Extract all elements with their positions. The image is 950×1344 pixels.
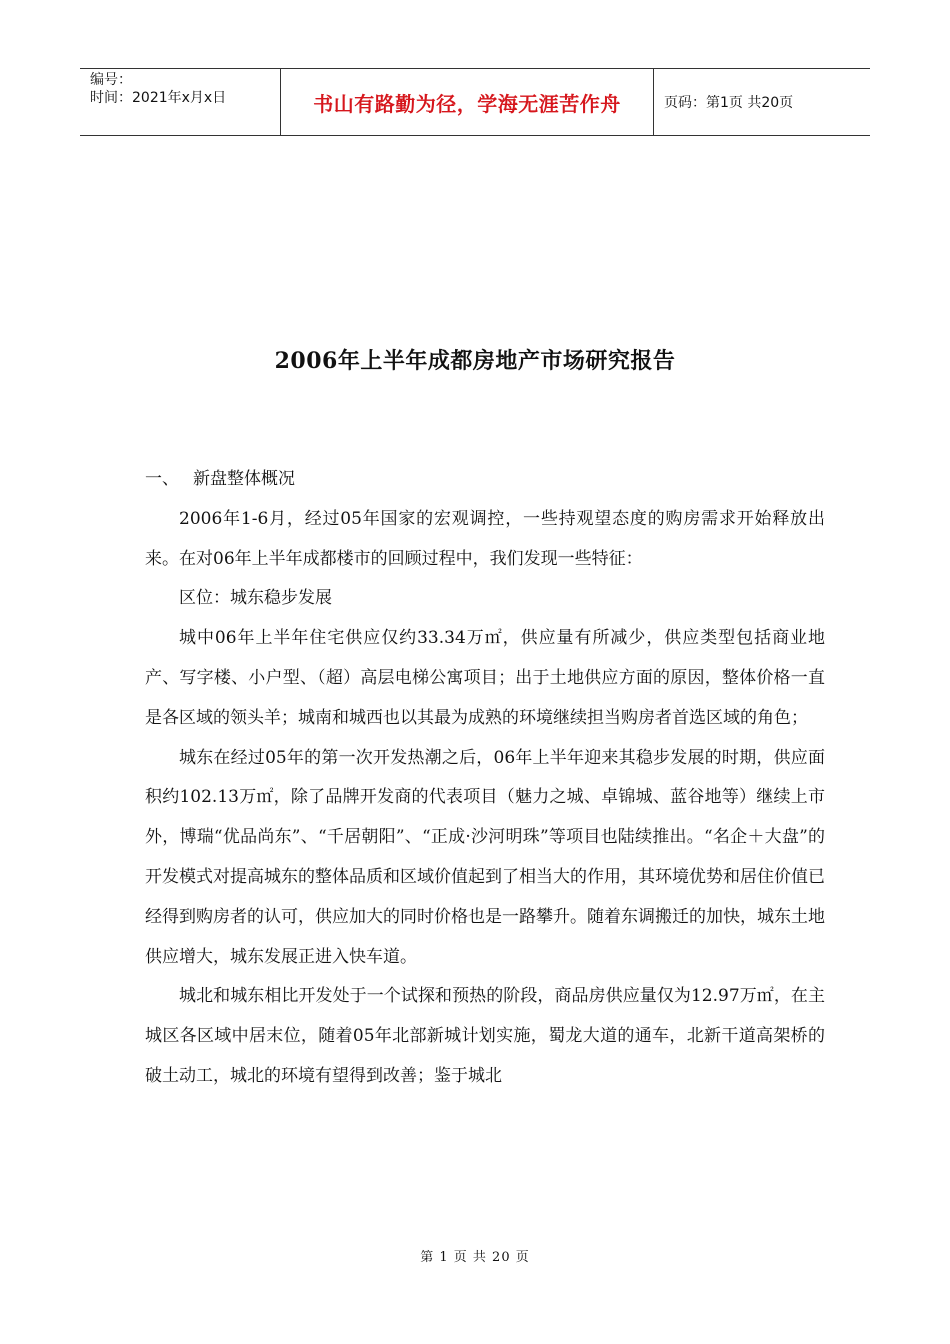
paragraph-subheading: 区位：城东稳步发展 <box>179 588 332 609</box>
page-header <box>80 68 870 136</box>
page-footer: 第 1 页 共 20 页 <box>420 1250 530 1265</box>
paragraph-city-east: 城东在经过05年的第一次开发热潮之后，06年上半年迎来其稳步发展的时期，供应面积约102.13万㎡，除了品牌开发商的代表项目（魅力之城、卓锦城、蓝谷地等）继续上市外，博瑞“优品尚东”、“千居朝阳”、“正成·沙河明珠”等项目也陆续推出。“名企＋大盘”的开发模式对提高城东的整体品质和区域价值起到了相当大的作用，其环境优势和居住价值已经得到购房者的认可，供应加大的同时价格也是一路攀升。随着东调搬迁的加快，城东土地供应增大，城东发展正进入快车道。 <box>145 747 825 967</box>
header-meta-cell <box>80 69 281 135</box>
header-motto-cell <box>281 69 654 135</box>
paragraph-city-north: 城北和城东相比开发处于一个试探和预热的阶段，商品房供应量仅为12.97万㎡，在主城区各区域中居末位，随着05年北部新城计划实施，蜀龙大道的通车，北新干道高架桥的破土动工，城北的环境有望得到改善；鉴于城北 <box>145 986 825 1086</box>
section-title: 新盘整体概况 <box>193 469 295 489</box>
section-number: 一、 <box>145 469 179 489</box>
serial-number-label: 编号： <box>90 72 132 88</box>
motto-text: 书山有路勤为径，学海无涯苦作舟 <box>313 91 621 116</box>
document-title: 2006年上半年成都房地产市场研究报告 <box>274 348 676 374</box>
date-label: 时间：2021年x月x日 <box>90 90 227 106</box>
paragraph-intro: 2006年1-6月，经过05年国家的宏观调控，一些持观望态度的购房需求开始释放出来。在对06年上半年成都楼市的回顾过程中，我们发现一些特征： <box>145 508 825 569</box>
document-body <box>145 460 825 1097</box>
page-info: 页码：第1页 共20页 <box>664 95 794 111</box>
section-heading <box>145 460 825 500</box>
paragraph-city-center: 城中06年上半年住宅供应仅约33.34万㎡，供应量有所减少，供应类型包括商业地产、写字楼、小户型、（超）高层电梯公寓项目；出于土地供应方面的原因，整体价格一直是各区域的领头羊；城南和城西也以其最为成熟的环境继续担当购房者首选区域的角色； <box>145 628 825 728</box>
header-page-cell <box>654 69 870 135</box>
